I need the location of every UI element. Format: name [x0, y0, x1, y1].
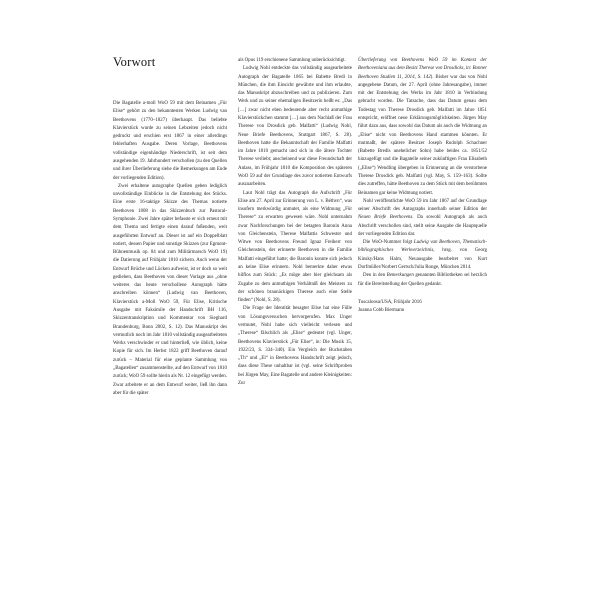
signature-author: Joanna Cobb Biermann — [358, 308, 405, 314]
roman-run: ). Bisher war das von Nohl angegebene Datum, der 27. April (ohne Jahresangabe), immer mit der Entstehung des Werks im Jahr 1810 in Verbindung gebracht worden. Die Tatsache, dass das Datum genau dem Todestag von Therese Drosdick geb. Malfatti im Jahre 1851 entspricht, eröffnet neue Erklärungsmöglichkeiten. Jürgen May führt dazu aus, dass sowohl das Datum als auch die Widmung an „Elise“ nicht von Beethovens Hand stammen könnten. Er mutmaßt, der spätere Besitzer Joseph Rudolph Schachner (Babette Bredls unehelicher Sohn) habe beides ca. 1851/52 hinzugefügt und die Bagatelle seiner zukünftigen Frau Elisabeth („Elise“) Wendling übergeben in Erinnerung an die verstorbene Therese Drosdick geb. Malfatti (vgl. May, S. 159–163). Sollte dies zutreffen, hätte Beethoven zu dem Stück mit dem berühmten Beinamen gar keine Widmung notiert. — [358, 74, 487, 196]
roman-run: Die WoO-Nummer folgt — [363, 240, 414, 246]
signature-block — [358, 299, 487, 316]
paragraph: Laut Nohl trägt das Autograph die Aufschrift „Für Elise am 27. April zur Erinnerung von L. v. Béthvn“, was insofern merkwürdig anmutet, als eine Widmung „Für Therese“ zu erwarten gewesen wäre. Nohl unternahm zwar Nachforschungen bei der betagten Baronin Anna von Gleichenstein, Therese Malfattis Schwester und Witwe von Beethovens Freund Ignaz Freiherr von Gleichenstein, der erinnerte Beethoven in die Familie Malfatti eingeführt hatte; die Baronin konnte sich jedoch an keine Elise erinnern. Nohl bemerkte daher etwas hilflos zum Stück: „Es möge aber hier gleichsam als Zugabe zu dem anmuthigen Verhältniß des Meisters zu der schönen braunäckigen Therese auch eine Stelle finden“ (Nohl, S. 28). — [238, 190, 352, 304]
roman-run: . Da sowohl Autograph als auch Abschrift verschollen sind, stellt seine Ausgabe die Hauptquelle der vorliegenden Edition dar. — [358, 215, 487, 237]
text-column-2 — [238, 57, 352, 388]
paragraph — [358, 272, 487, 289]
italic-run: Bemerkungen — [386, 273, 414, 279]
paragraph — [358, 198, 487, 239]
page-title: Vorwort — [113, 55, 156, 69]
roman-run: Den in den — [363, 273, 387, 279]
paragraph: als Opus 119 erschienene Sammlung unberücksichtigt. — [238, 58, 346, 63]
paragraph — [358, 239, 487, 272]
signature-place-date: Tuscaloosa/USA, Frühjahr 2016 — [358, 299, 422, 305]
roman-run: , hrsg. von Georg Kinsky/Hans Halm, Neuausgabe bearbeitet von Kurt Dorfmüller/Norbert Gertsch/Julia Ronge, München 2014. — [358, 248, 487, 271]
paragraph: Die Frage der Identität besagter Elise hat eine Fülle von Lösungsversuchen hervorgerufen. Max Unger vermutet, Nohl habe sich vielleicht verlesen und „Therese“ fälschlich als „Elise“ gedeutet (vgl. Unger, Beethovens Klavierstück „Für Elise“, in: Die Musik 15, 1922/23, S. 334–340). Ein Vergleich der Buchstaben „Th“ und „El“ in Beethovens Handschrift zeigt jedoch, dass diese These unhaltbar ist (vgl. seine Schriftproben bei Jürgen May, Eine Bagatelle und andere Kleinigkeiten: Zur — [238, 306, 352, 386]
italic-run: Überlieferung von Beethovens WoO 59 im Kontext der Beethoveniana aus dem Besitz Therese von Drosdicks, in: Bonner Beethoven Studien 11, 2014, S. 142 — [358, 58, 487, 80]
text-column-1 — [113, 100, 227, 398]
paragraph: Ludwig Nohl entdeckte das vollständig ausgearbeitete Autograph der Bagatelle 1865 bei Babette Bredl in München, die ihm Einsicht gewährte und ihm erlaubte, das Manuskript abzuschreiben und zu publizieren. Zum Werk und zu seiner ehemaligen Besitzerin heißt es: „Das […] zwar nicht eben bedeutende aber recht anmuthige Klavierstückchen stammt […] aus dem Nachlaß der Frau Therese von Drosdick geb. Malfatti“ (Ludwig Nohl, Neue Briefe Beethovens, Stuttgart 1867, S. 28). Beethoven hatte die Bekanntschaft der Familie Malfatti im Jahre 1810 gemacht und sich in die ältere Tochter Therese verliebt; anscheinend war diese Freundschaft der Anlass, im Frühjahr 1810 die Komposition des späteren WoO 59 auf der Grundlage des zuvor notierten Entwurfs auszuarbeiten. — [238, 66, 352, 188]
column-3-body — [358, 57, 487, 289]
paragraph: Die Bagatelle a-moll WoO 59 mit dem Beinamen „Für Elise“ gehört zu den bekanntesten Werken Ludwig van Beethovens (1770–1827) überhaupt. Das beliebte Klavierstück wurde zu seinen Lebzeiten jedoch nicht gedruckt und erschien erst 1867 in einer allerdings fehlerhaften Ausgabe. Deren Vorlage, Beethovens vollständige eigenhändige Niederschrift, ist seit dem ausgehenden 19. Jahrhundert verschollen (zu den Quellen und ihrer Überlieferung siehe die Bemerkungen am Ende der vorliegenden Edition). — [113, 101, 227, 181]
italic-run: Ludwig van Beethoven, Thematisch-bibliographisches Werkverzeichnis — [358, 240, 487, 254]
paragraph: Zwei erhaltene autographe Quellen geben lediglich unvollständige Einblicke in die Entstehung des Stücks. Eine erste 16-taktige Skizze des Themas notierte Beethoven 1808 in das Skizzenbuch zur Pastoral-Symphonie. Zwei Jahre später befasste er sich erneut mit dem Thema und fertigte einen darauf fußenden, weit ausgeführten Entwurf an. Dieser ist auf ein Doppelblatt notiert, dessen Papier und sonstige Skizzen (zur Egmont-Bühnenmusik op. 84 und zum Militärmarsch WoO 19) die Datierung auf Frühjahr 1810 sichern. Auch wenn der Entwurf Brüche und Lücken aufweist, ist er doch so weit gediehen, dass Beethoven von dieser Vorlage aus „ohne weiteres das heute verschollene Autograph hätte anschreiben können“ (Ludwig van Beethoven, Klavierstück a-Moll WoO 59, Für Elise, Kritische Ausgabe mit Faksimile der Handschrift BH 116, Skizzentranskription und Kommentar von Sieghard Brandenburg, Bonn 2002, S. 12). Das Manuskript des vermutlich noch im Jahr 1810 vollständig ausgearbeiteten Werks verschwinder er und hinterließ, wie üblich, keine Kopie für sich. Im Herbst 1822 griff Beethoven darauf zurück – Material für eine geplante Sammlung von „Bagatellen“ zusammenstellte, auf den Entwurf von 1810 zurück; WoO 59 sollte hierin als Nr. 12 eingefügt werden. Zwar arbeitete er an dem Entwurf weiter, ließ ihn dann aber für die später — [113, 183, 227, 396]
roman-run: genannten Bibliotheken sei herzlich für die Bereitstellung der Quellen gedankt. — [358, 273, 487, 287]
text-column-3 — [358, 57, 487, 315]
roman-run: Nohl veröffentlichte WoO 59 im Jahr 1867 auf der Grundlage seiner Abschrift des Autographs innerhalb seiner Edition der — [358, 198, 487, 213]
italic-run: Neuen Briefe Beethovens — [358, 215, 413, 221]
paragraph — [358, 57, 487, 198]
